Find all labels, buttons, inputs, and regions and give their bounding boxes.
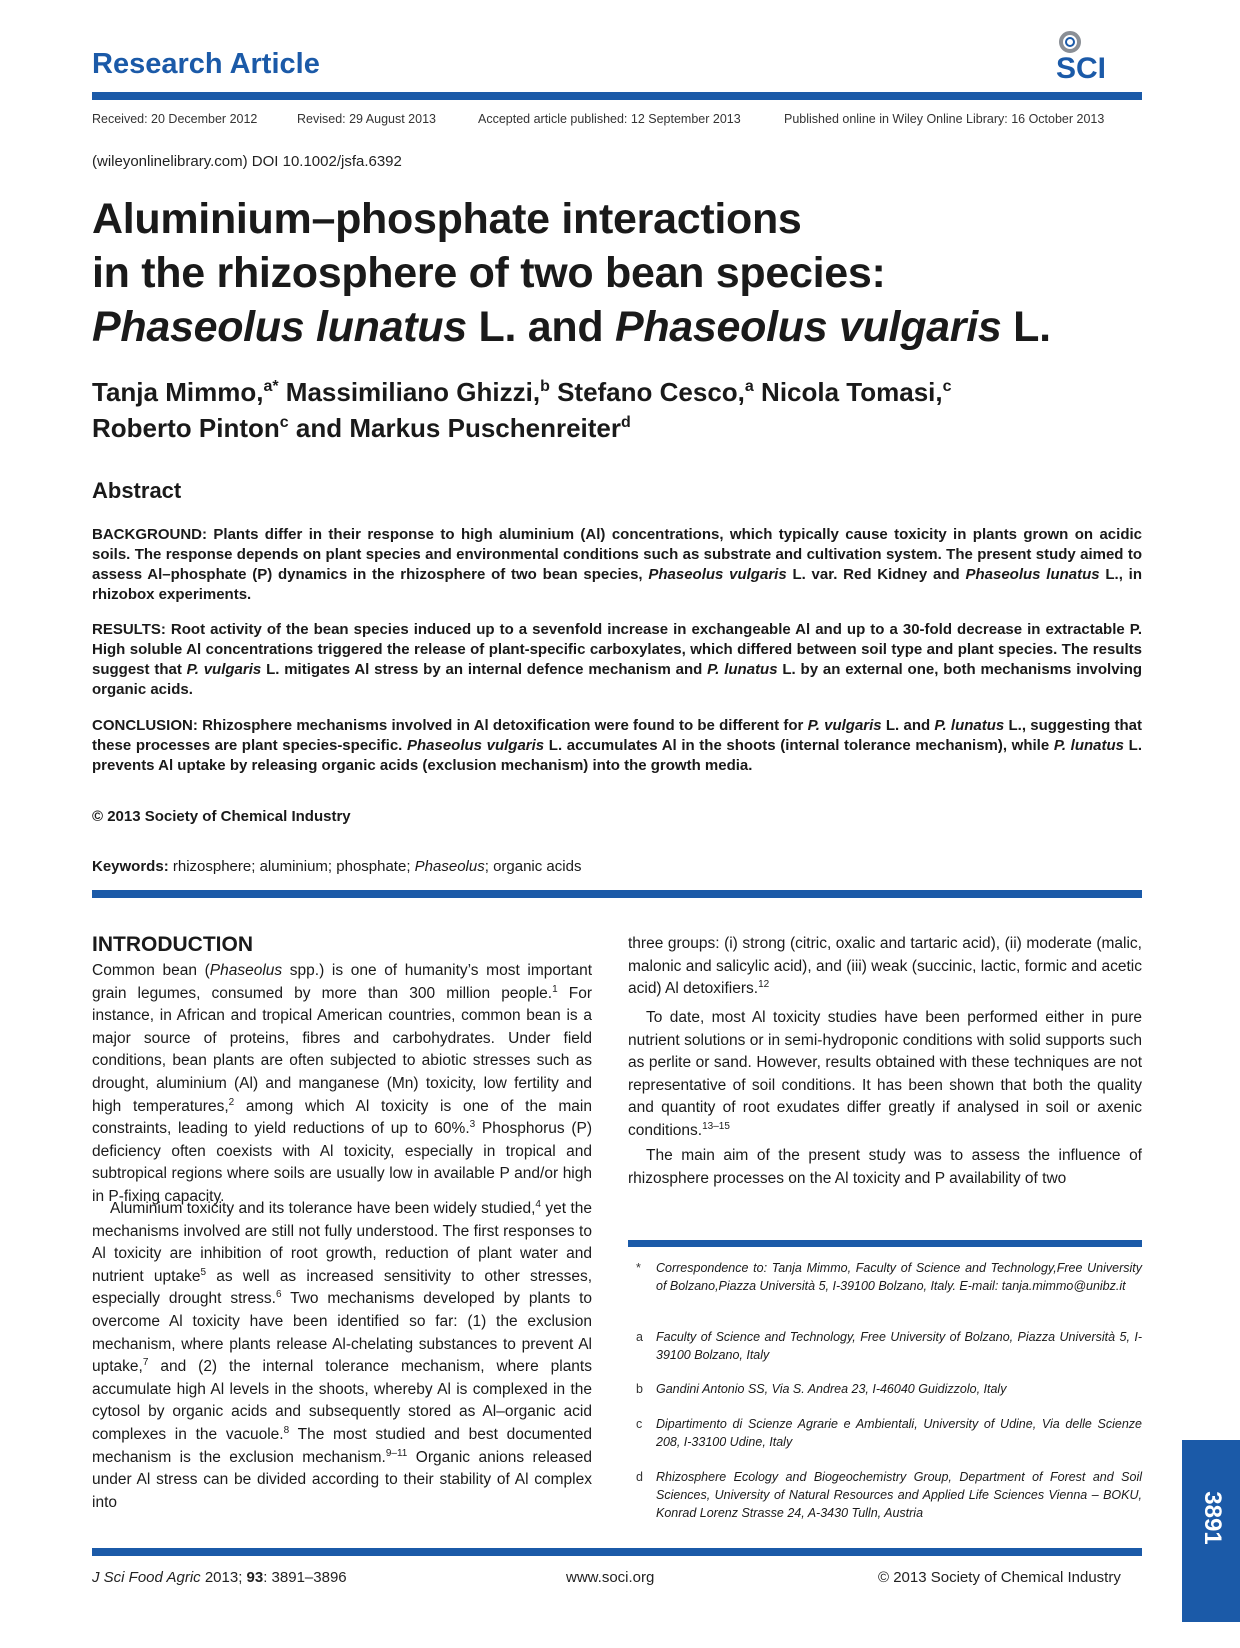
section-rule [92, 890, 1142, 898]
affiliation-mark: b [540, 378, 550, 395]
species-name: Phaseolus vulgaris [614, 303, 1002, 351]
author-name: Stefano Cesco, [549, 377, 745, 407]
citation[interactable]: 6 [275, 1289, 282, 1301]
article-type-label: Research Article [92, 48, 320, 80]
citation[interactable]: 8 [283, 1424, 290, 1436]
citation[interactable]: 3 [469, 1119, 476, 1130]
author-name: and Markus Puschenreiter [288, 413, 622, 443]
footer-copyright: © 2013 Society of Chemical Industry [878, 1569, 1121, 1586]
citation[interactable]: 1 [552, 983, 558, 995]
intro-paragraph-3: To date, most Al toxicity studies have been performed either in pure nutrient solutions or in semi-hydroponic conditions with solid supports such as perlite or sand. However, results obtained with these techniques are not representative of soil conditions. It has been shown that both the quality and quantity of root exudates differ greatly if analysed in soil or axenic conditions.$^{13-15}$ [628, 1009, 1142, 1139]
title-line-1: Aluminium–phosphate interactions [92, 195, 802, 243]
author-list [92, 374, 1142, 446]
citation[interactable]: 13–15 [702, 1120, 730, 1132]
accepted-date: Accepted article published: 12 September 2013 [478, 112, 741, 126]
affiliation-footnote-c: c Dipartimento di Scienze Agrarie e Ambientali, University of Udine, Via delle Scienze 208, I-33100 Udine, Italy [636, 1417, 1142, 1449]
citation[interactable]: 9–11 [385, 1447, 408, 1459]
intro-paragraph-continued: three groups: (i) strong (citric, oxalic and tartaric acid), (ii) moderate (malic, malonic and salicylic acid), and (iii) weak (succinic, lactic, formic and acetic acid) Al detoxifiers.$^{12}$ [628, 935, 1142, 998]
affiliation-mark: a* [263, 378, 279, 395]
title-line-2: in the rhizosphere of two bean species: [92, 249, 886, 297]
citation[interactable]: 12 [758, 979, 770, 991]
abstract-heading: Abstract [92, 478, 182, 503]
author-name: Nicola Tomasi, [753, 377, 943, 407]
species-name: Phaseolus lunatus [92, 303, 467, 351]
author-line-1 [92, 374, 1142, 410]
correspondence-footnote: * Correspondence to: Tanja Mimmo, Faculty of Science and Technology,Free University of Bolzano,Piazza Università 5, I-39100 Bolzano, Italy. E-mail: tanja.mimmo@unibz.it [636, 1261, 1142, 1293]
journal-citation: J Sci Food Agric 2013; 93: 3891–3896 [92, 1569, 347, 1586]
article-title [92, 192, 1142, 354]
website-link[interactable]: www.soci.org [566, 1569, 655, 1586]
citation[interactable]: 5 [200, 1266, 207, 1278]
abstract-background: BACKGROUND: Plants differ in their response to high aluminium (Al) concentrations, which typically cause toxicity in plants grown on acidic soils. The response depends on plant species and environmental conditions such as substrate and cultivation system. The present study aimed to assess Al–phosphate (P) dynamics in the rhizosphere of two bean species, Phaseolus vulgaris L. var. Red Kidney and Phaseolus lunatus L., in rhizobox experiments. [92, 526, 1142, 603]
author-line-2 [92, 410, 1142, 446]
title-line-3: Phaseolus lunatus L. and Phaseolus vulgaris L. [92, 303, 1051, 351]
intro-paragraph-4: The main aim of the present study was to assess the influence of rhizosphere processes on the Al toxicity and P availability of two [628, 1147, 1142, 1187]
footer-rule [92, 1548, 1142, 1556]
author-name: Tanja Mimmo, [92, 377, 264, 407]
keywords-label: Keywords: [92, 858, 169, 875]
affiliation-mark: d [621, 414, 631, 431]
intro-paragraph-2: Aluminium toxicity and its tolerance have been widely studied,$^4$ yet the mechanisms involved are still not fully understood. The first responses to Al toxicity are inhibition of root growth, reduction of plant water and nutrient uptake$^5$ as well as increased sensitivity to other stresses, especially drought stress.$^6$ Two mechanisms developed by plants to overcome Al toxicity have been identified so far: (1) the exclusion mechanism, where plants release Al-chelating substances to prevent Al uptake,$^7$ and (2) the internal tolerance mechanism, where plants accumulate high Al levels in the shoots, whereby Al is complexed in the cytosol by organic acids and subsequently stored as Al–organic acid complexes in the vacuole.$^8$ The most studied and best documented mechanism is the exclusion mechanism.$^{9-11}$ Organic anions released under Al stress can be divided according to their stability of Al complex into [92, 1198, 593, 1511]
received-date: Received: 20 December 2012 [92, 112, 258, 126]
abstract-conclusion: CONCLUSION: Rhizosphere mechanisms involved in Al detoxification were found to be different for P. vulgaris L. and P. lunatus L., suggesting that these processes are plant species-specific. Phaseolus vulgaris L. accumulates Al in the shoots (internal tolerance mechanism), while P. lunatus L. prevents Al uptake by releasing organic acids (exclusion mechanism) into the growth media. [92, 717, 1142, 774]
affiliation-mark: c [942, 378, 952, 395]
author-name: Massimiliano Ghizzi, [278, 377, 541, 407]
citation[interactable]: 4 [535, 1198, 541, 1210]
affiliation-footnote-d: d Rhizosphere Ecology and Biogeochemistry Group, Department of Forest and Soil Sciences, University of Natural Resources and Applied Life Sciences Vienna – BOKU, Konrad Lorenz Strasse 24, A-3430 Tulln, Austria [636, 1470, 1142, 1520]
affiliation-mark: a [744, 378, 754, 395]
affiliation-footnote-a: a Faculty of Science and Technology, Free University of Bolzano, Piazza Università 5, I-39100 Bolzano, Italy [636, 1330, 1142, 1362]
doi-line: (wileyonlinelibrary.com) DOI 10.1002/jsfa.6392 [92, 153, 402, 170]
introduction-heading: INTRODUCTION [92, 933, 253, 956]
logo-text: SCI [1056, 52, 1107, 84]
affiliation-footnote-b: b Gandini Antonio SS, Via S. Andrea 23, I-46040 Guidizzolo, Italy [636, 1382, 1007, 1396]
affiliation-mark: c [279, 414, 289, 431]
citation[interactable]: 7 [142, 1357, 149, 1368]
header-rule [92, 92, 1142, 100]
author-name: Roberto Pinton [92, 413, 280, 443]
page-number: 3891 [1199, 1491, 1226, 1545]
sci-logo [1052, 28, 1140, 84]
footnote-rule [628, 1240, 1142, 1247]
abstract-results: RESULTS: Root activity of the bean species induced up to a sevenfold increase in exchangeable Al and up to a 30-fold decrease in extractable P. High soluble Al concentrations triggered the release of plant-specific carboxylates, which differed between soil type and plant species. The results suggest that P. vulgaris L. mitigates Al stress by an internal defence mechanism and P. lunatus L. by an external one, both mechanisms involving organic acids. [92, 621, 1143, 698]
citation[interactable]: 2 [228, 1096, 235, 1108]
published-date: Published online in Wiley Online Library: 16 October 2013 [784, 112, 1105, 126]
keywords: Keywords: rhizosphere; aluminium; phosphate; Phaseolus; organic acids [92, 858, 582, 875]
revised-date: Revised: 29 August 2013 [297, 112, 436, 126]
abstract-copyright: © 2013 Society of Chemical Industry [92, 808, 351, 825]
intro-paragraph-1: Common bean (Phaseolus spp.) is one of humanity’s most important grain legumes, consumed by more than 300 million people.$^1$ For instance, in African and tropical American countries, common bean is a major source of proteins, fibres and carbohydrates. Under field conditions, bean plants are often subjected to abiotic stresses such as drought, aluminium (Al) and manganese (Mn) toxicity, low fertility and high temperatures,$^2$ among which Al toxicity is one of the main constraints, leading to yield reductions of up to 60%.$^3$ Phosphorus (P) deficiency often coexists with Al toxicity, especially in tropical and subtropical regions where soils are usually low in available P and/or high in P-fixing capacity. [92, 962, 592, 1205]
